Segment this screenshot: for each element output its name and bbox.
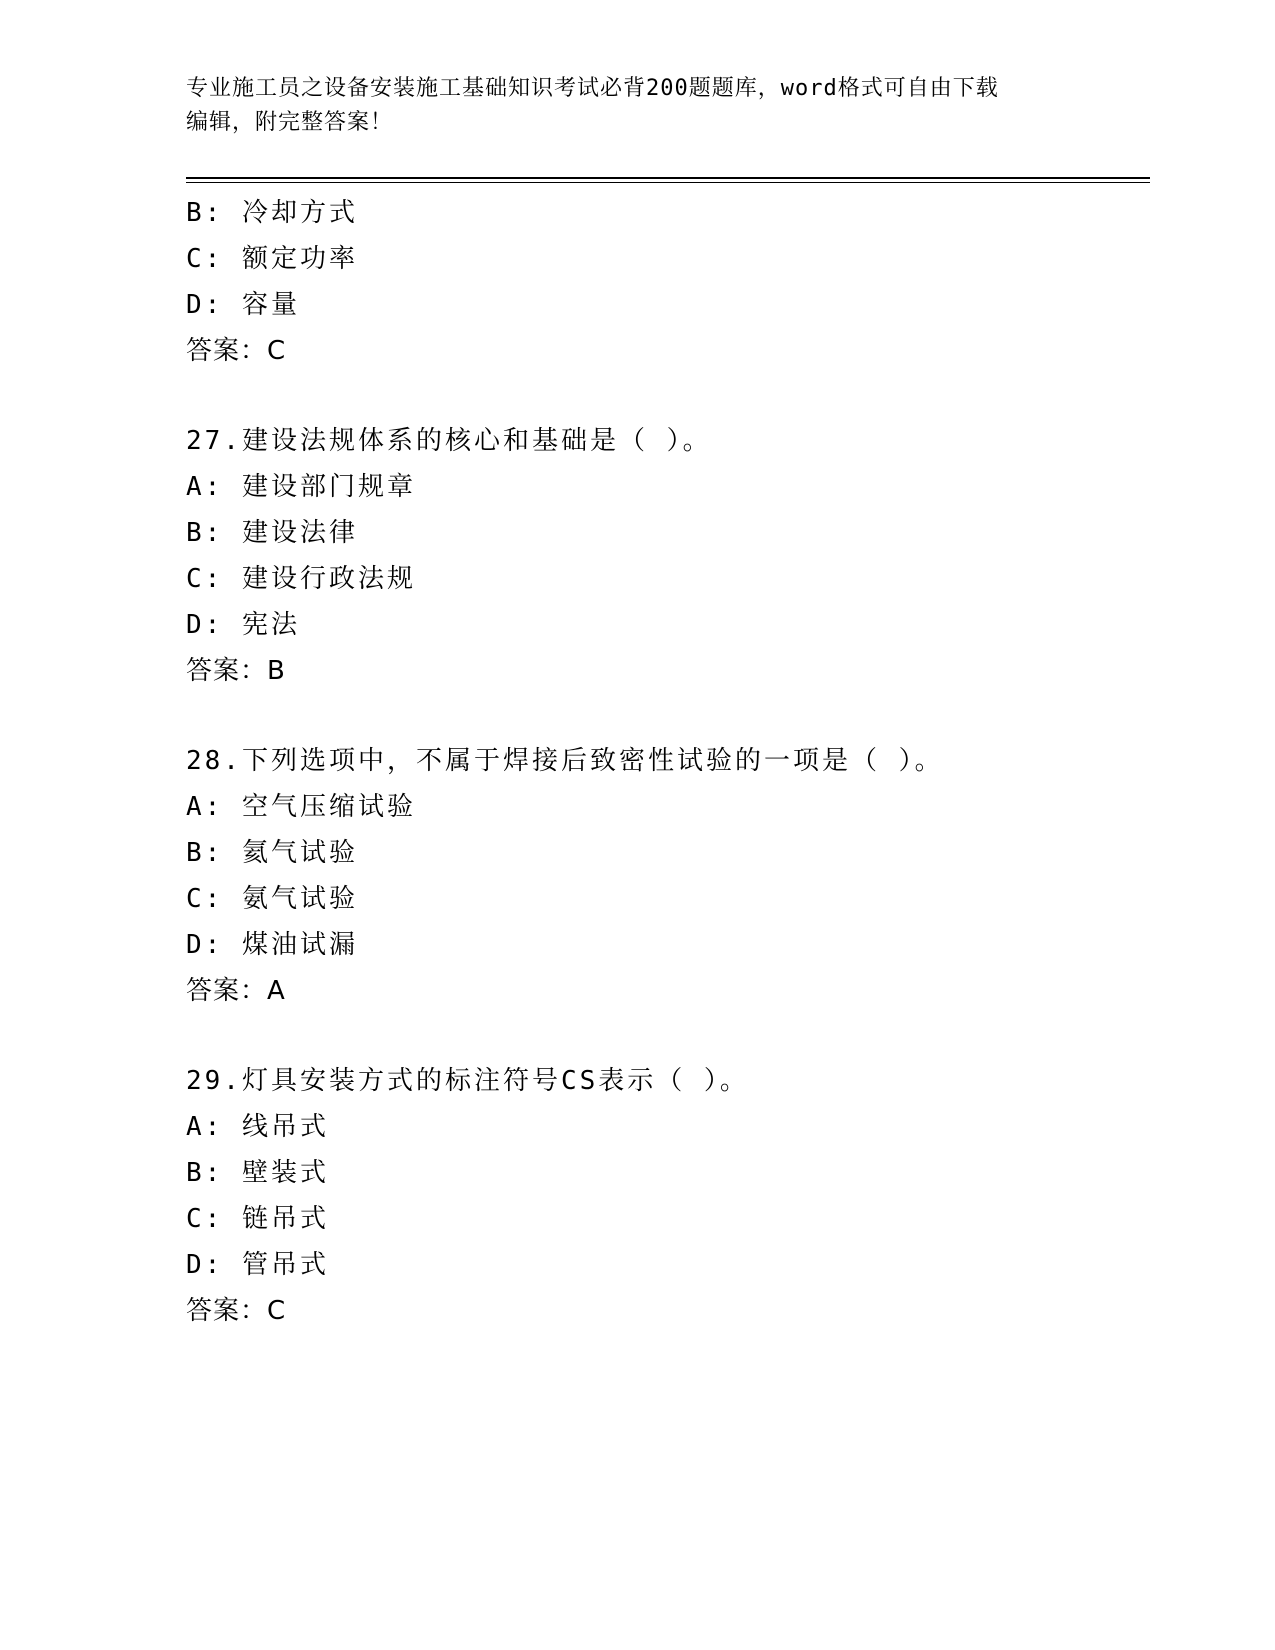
answer-line: 答案：C [186, 336, 287, 366]
answer-line: 答案：A [186, 976, 286, 1006]
question-block-28 [186, 738, 1150, 1014]
spacer [186, 694, 1150, 738]
document-header [186, 72, 1086, 140]
question-block-26 [186, 190, 1150, 374]
option-d: D: 管吊式 [186, 1250, 329, 1280]
question-text: 27.建设法规体系的核心和基础是（ ）。 [186, 426, 712, 456]
option-a: A: 建设部门规章 [186, 472, 416, 502]
option-c: C: 链吊式 [186, 1204, 329, 1234]
option-a: A: 空气压缩试验 [186, 792, 416, 822]
option-c: C: 额定功率 [186, 244, 358, 274]
spacer [186, 1014, 1150, 1058]
question-text: 29.灯具安装方式的标注符号CS表示（ ）。 [186, 1066, 749, 1096]
answer-line: 答案：B [186, 656, 286, 686]
option-d: D: 宪法 [186, 610, 300, 640]
option-a: A: 线吊式 [186, 1112, 329, 1142]
spacer [186, 374, 1150, 418]
answer-line: 答案：C [186, 1296, 287, 1326]
question-list [186, 190, 1150, 1334]
option-b: B: 壁装式 [186, 1158, 329, 1188]
header-title-line-1: 专业施工员之设备安装施工基础知识考试必背200题题库，word格式可自由下载 [186, 76, 999, 101]
option-d: D: 煤油试漏 [186, 930, 358, 960]
option-b: B: 建设法律 [186, 518, 358, 548]
header-title-line-2: 编辑，附完整答案！ [186, 110, 394, 135]
option-b: B: 氦气试验 [186, 838, 358, 868]
question-block-29 [186, 1058, 1150, 1334]
option-d: D: 容量 [186, 290, 300, 320]
option-c: C: 氨气试验 [186, 884, 358, 914]
question-text: 28.下列选项中，不属于焊接后致密性试验的一项是（ ）。 [186, 746, 944, 776]
header-divider-thin [186, 182, 1150, 183]
question-block-27 [186, 418, 1150, 694]
header-divider-thick [186, 177, 1150, 179]
option-b: B: 冷却方式 [186, 198, 358, 228]
option-c: C: 建设行政法规 [186, 564, 416, 594]
